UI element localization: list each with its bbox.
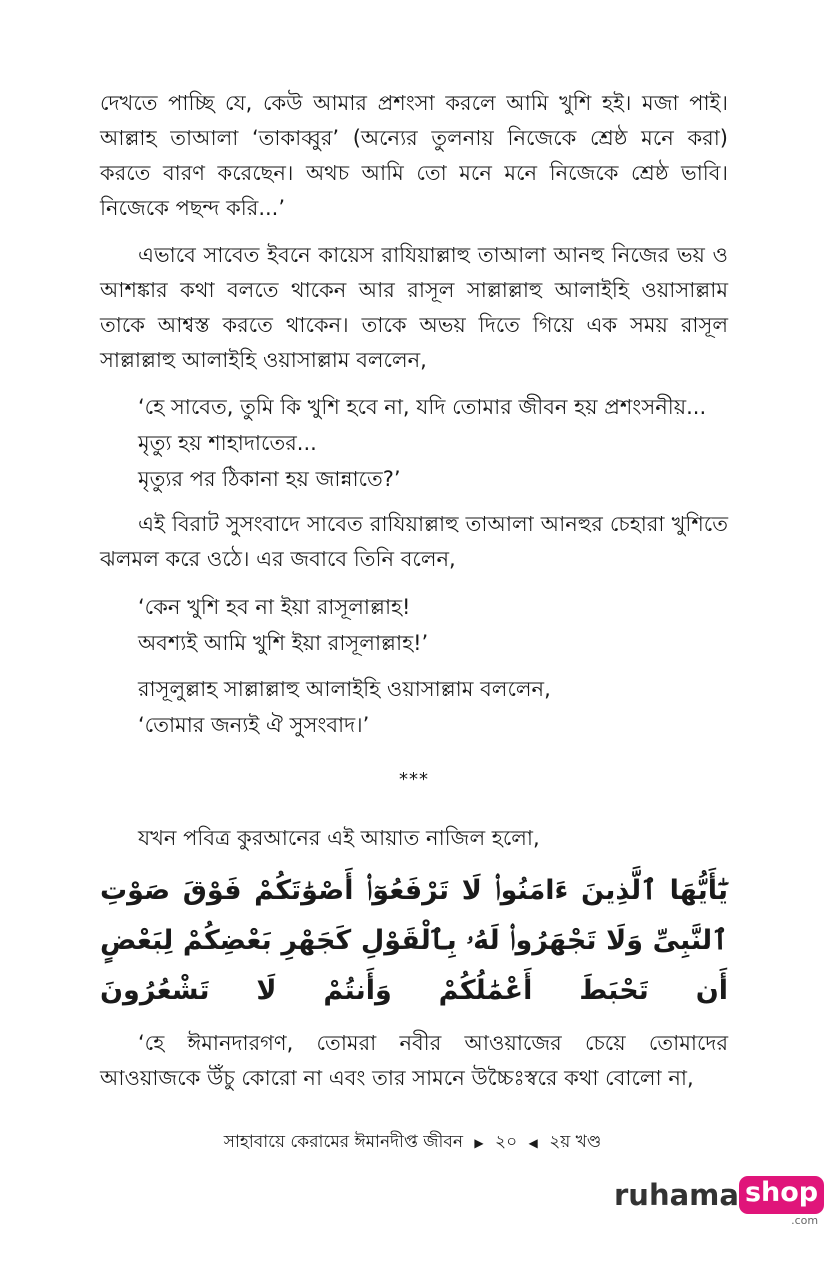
logo-text-dotcom: .com <box>791 1214 819 1227</box>
paragraph-4: এই বিরাট সুসংবাদে সাবেত রাযিয়াল্লাহু তাআলা আনহুর চেহারা খুশিতে ঝলমল করে ওঠে। এর জবাবে তিনি বলেন, <box>100 512 728 571</box>
narration-line: রাসূলুল্লাহ সাল্লাল্লাহু আলাইহি ওয়াসাল্লাম বললেন, <box>138 677 551 701</box>
quote-line-2: অবশ্যই আমি খুশি ইয়া রাসূলাল্লাহ!’ <box>138 631 429 655</box>
page-footer <box>0 1130 825 1155</box>
book-title: সাহাবায়ে কেরামের ঈমানদীপ্ত জীবন <box>223 1132 463 1152</box>
volume-label: ২য় খণ্ড <box>549 1132 602 1152</box>
intro-line: যখন পবিত্র কুরআনের এই আয়াত নাজিল হলো, <box>138 826 540 850</box>
page-content <box>100 86 728 1108</box>
triangle-left-icon: ◀ <box>528 1136 538 1150</box>
page-number: ২০ <box>495 1132 518 1152</box>
triangle-right-icon: ▶ <box>474 1136 484 1150</box>
paragraph-3: ‘হে সাবেত, তুমি কি খুশি হবে না, যদি তোমার জীবন হয় প্রশংসনীয়... <box>138 395 707 419</box>
section-separator: *** <box>399 769 429 790</box>
logo-text-ruhama: ruhama <box>614 1178 739 1212</box>
arabic-verse: يَٰٓأَيُّهَا ٱلَّذِينَ ءَامَنُوا۟ لَا تَرْفَعُوٓا۟ أَصْوَٰتَكُمْ فَوْقَ صَوْتِ ٱلنَّبِىِّ وَلَا تَجْهَرُوا۟ لَهُۥ بِٱلْقَوْلِ كَجَهْرِ بَعْضِكُمْ لِبَعْضٍ أَن تَحْبَطَ أَعْمَٰلُكُمْ وَأَنتُمْ لَا تَشْعُرُونَ <box>100 875 728 1006</box>
paragraph-1: দেখতে পাচ্ছি যে, কেউ আমার প্রশংসা করলে আমি খুশি হই। মজা পাই। আল্লাহ তাআলা ‘তাকাব্বুর’ (অন্যের তুলনায় নিজেকে শ্রেষ্ঠ মনে করা) করতে বারণ করেছেন। অথচ আমি তো মনে মনে নিজেকে শ্রেষ্ঠ ভাবি। নিজেকে পছন্দ করি...’ <box>100 91 728 220</box>
logo-text-shop: shop <box>739 1176 824 1214</box>
paragraph-5: ‘হে ঈমানদারগণ, তোমরা নবীর আওয়াজের চেয়ে তোমাদের আওয়াজকে উঁচু কোরো না এবং তার সামনে উচ্চৈঃস্বরে কথা বোলো না, <box>100 1031 728 1090</box>
quote-line-3: ‘তোমার জন্যই ঐ সুসংবাদ।’ <box>138 713 370 737</box>
quote-line-1: ‘কেন খুশি হব না ইয়া রাসূলাল্লাহ! <box>138 595 411 619</box>
paragraph-2: এভাবে সাবেত ইবনে কায়েস রাযিয়াল্লাহু তাআলা আনহু নিজের ভয় ও আশঙ্কার কথা বলতে থাকেন আর রাসূল সাল্লাল্লাহু আলাইহি ওয়াসাল্লাম তাকে আশ্বস্ত করতে থাকেন। তাকে অভয় দিতে গিয়ে এক সময় রাসূল সাল্লাল্লাহু আলাইহি ওয়াসাল্লাম বললেন, <box>100 243 728 372</box>
verse-line-2: মৃত্যুর পর ঠিকানা হয় জান্নাতে?’ <box>138 467 401 491</box>
verse-line-1: মৃত্যু হয় শাহাদাতের... <box>138 431 317 455</box>
ruhamashop-logo <box>614 1176 824 1227</box>
